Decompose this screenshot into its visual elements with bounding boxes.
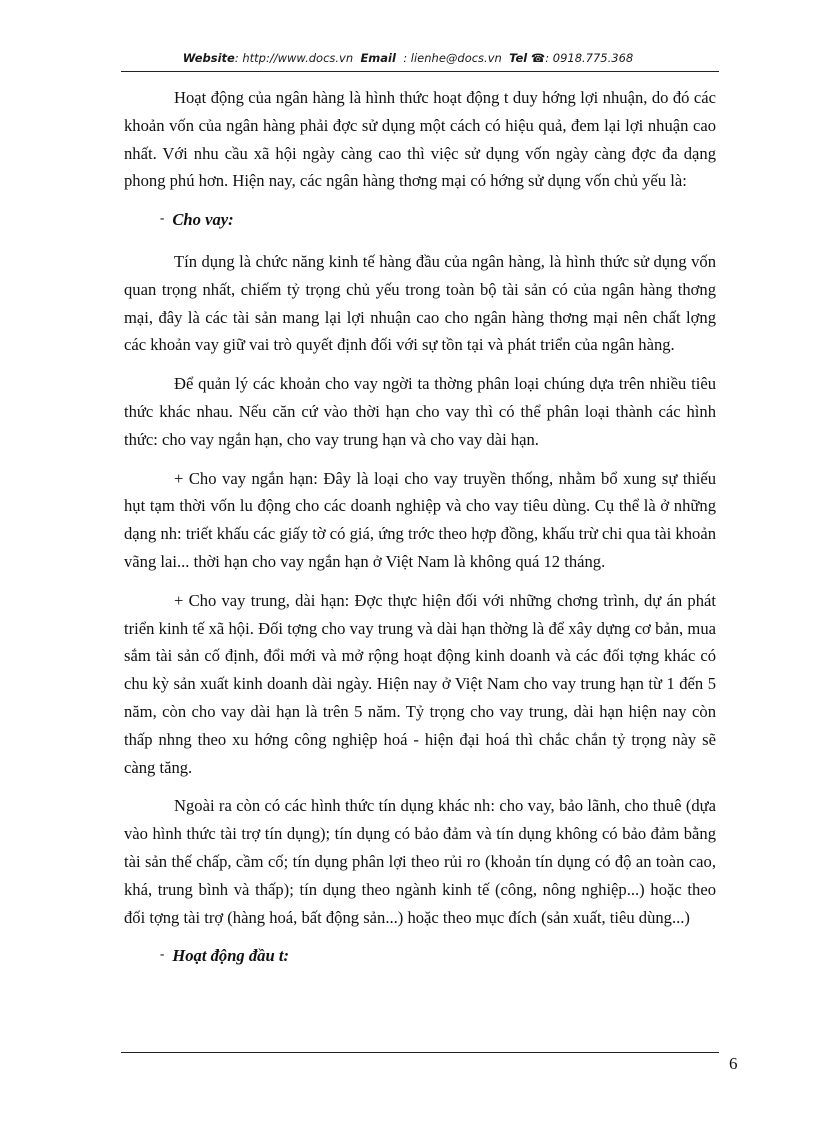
section-heading-label: Cho vay:: [172, 210, 234, 230]
paragraph: + Cho vay trung, dài hạn: Đợc thực hiện đối với những chơng trình, dự án phát triển kinh tế xã hội. Đối tợng cho vay trung và dài hạn thờng là để xây dựng cơ bản, mua sắm tài sản cố định, đổi mới và mở rộng hoạt động kinh doanh và các đối tợng khác có chu kỳ sản xuất kinh doanh dài ngày. Hiện nay ở Việt Nam cho vay trung hạn từ 1 đến 5 năm, còn cho vay dài hạn là trên 5 năm. Tỷ trọng cho vay trung, dài hạn hiện nay còn thấp nhng theo xu hớng công nghiệp hoá - hiện đại hoá thì chắc chắn tỷ trọng này sẽ càng tăng.: [124, 590, 716, 777]
page-number: 6: [729, 1054, 738, 1073]
header-divider: [121, 71, 719, 72]
section-heading-label: Hoạt động đầu t:: [172, 946, 289, 966]
section-heading-cho-vay: [124, 206, 716, 235]
bullet-dash: -: [160, 210, 165, 226]
tel-value: : 0918.775.368: [545, 51, 634, 65]
page-header: [0, 51, 816, 65]
footer-divider: [121, 1052, 719, 1053]
body-text: [124, 84, 716, 984]
bullet-dash: -: [160, 946, 165, 962]
email-value: : lienhe@docs.vn: [403, 51, 502, 65]
paragraph: Hoạt động của ngân hàng là hình thức hoạt động t duy hớng lợi nhuận, do đó các khoản vốn của ngân hàng phải đợc sử dụng một cách có hiệu quả, đem lại lợi nhuận cao nhất. Với nhu cầu xã hội ngày càng cao thì việc sử dụng vốn ngày càng đợc đa dạng phong phú hơn. Hiện nay, các ngân hàng thơng mại có hớng sử dụng vốn chủ yếu là:: [124, 88, 716, 191]
website-value: : http://www.docs.vn: [234, 51, 354, 65]
email-label: Email: [360, 51, 396, 65]
paragraph: Để quản lý các khoản cho vay ngời ta thờng phân loại chúng dựa trên nhiều tiêu thức khác nhau. Nếu căn cứ vào thời hạn cho vay thì có thể phân loại thành các hình thức: cho vay ngắn hạn, cho vay trung hạn và cho vay dài hạn.: [124, 374, 716, 449]
paragraph: Ngoài ra còn có các hình thức tín dụng khác nh: cho vay, bảo lãnh, cho thuê (dựa vào hình thức tài trợ tín dụng); tín dụng có bảo đảm và tín dụng không có bảo đảm bằng tài sản thế chấp, cầm cố; tín dụng phân lợi theo rủi ro (khoản tín dụng có độ an toàn cao, khá, trung bình và thấp); tín dụng theo ngành kinh tế (công, nông nghiệp...) hoặc theo đối tợng tài trợ (hàng hoá, bất động sản...) hoặc theo mục đích (sản xuất, tiêu dùng...): [124, 796, 716, 927]
tel-label: Tel: [509, 51, 528, 65]
paragraph: + Cho vay ngắn hạn: Đây là loại cho vay truyền thống, nhằm bổ xung sự thiếu hụt tạm thời vốn lu động cho các doanh nghiệp và cho vay tiêu dùng. Cụ thể là ở những dạng nh: triết khấu các giấy tờ có giá, ứng trớc theo hợp đồng, khấu trừ chi qua tài khoản vãng lai... thời hạn cho vay ngắn hạn ở Việt Nam là không quá 12 tháng.: [124, 468, 716, 571]
section-heading-hoat-dong-dau-tu: [124, 942, 716, 971]
phone-icon: ☎: [530, 51, 546, 65]
paragraph: Tín dụng là chức năng kinh tế hàng đầu của ngân hàng, là hình thức sử dụng vốn quan trọng nhất, chiếm tỷ trọng chủ yếu trong toàn bộ tài sản có của ngân hàng thơng mại, đây là các tài sản mang lại lợi nhuận cao cho ngân hàng thơng mại nên chất lợng các khoản vay giữ vai trò quyết định đối với sự tồn tại và phát triển của ngân hàng.: [124, 251, 716, 355]
website-label: Website: [182, 51, 235, 65]
